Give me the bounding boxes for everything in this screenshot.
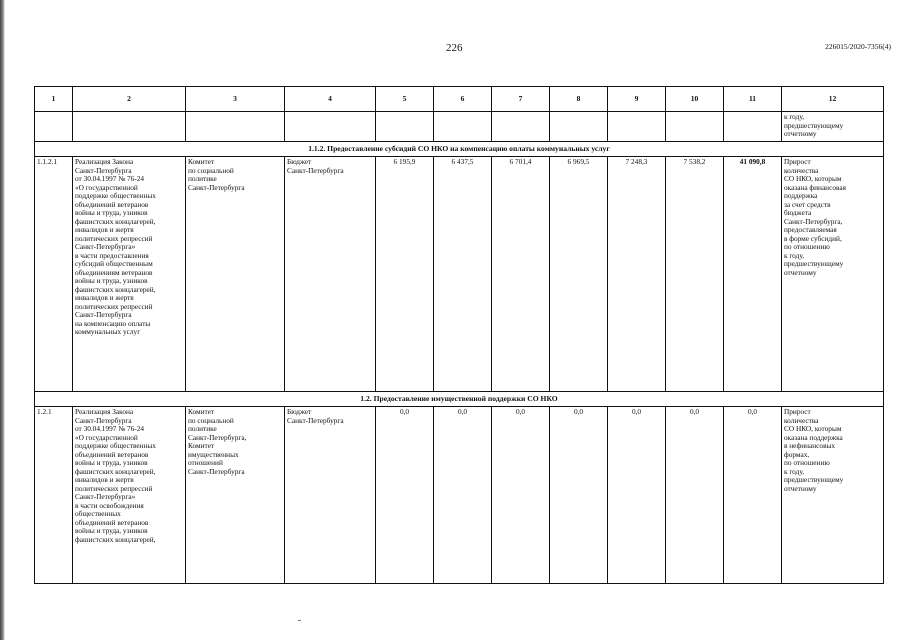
- header-row: [35, 87, 884, 112]
- col-header-2: 2: [73, 87, 186, 112]
- col-header-8: 8: [550, 87, 608, 112]
- section-row: [35, 392, 884, 407]
- row-value-5: 0,0: [376, 407, 434, 584]
- row-funding-source: Бюджет Санкт-Петербурга: [285, 407, 376, 584]
- col-header-12: 12: [782, 87, 884, 112]
- col-header-9: 9: [608, 87, 666, 112]
- scan-speck: [298, 620, 301, 621]
- col-header-3: 3: [186, 87, 285, 112]
- section-heading-1-2: 1.2. Предоставление имущественной поддержки СО НКО: [35, 392, 884, 407]
- section-heading-1-1-2: 1.1.2. Предоставление субсидий СО НКО на компенсацию оплаты коммунальных услуг: [35, 142, 884, 157]
- row-value-10: 0,0: [666, 407, 724, 584]
- row-executor: Комитет по социальной политике Санкт-Петербурга, Комитет имущественных отношений Санкт-Петербурга: [186, 407, 285, 584]
- carry-over-row: [35, 112, 884, 142]
- col-header-1: 1: [35, 87, 73, 112]
- table-row: [35, 157, 884, 392]
- col-header-10: 10: [666, 87, 724, 112]
- row-value-7: 0,0: [492, 407, 550, 584]
- document-id: 226015/2020-7356(4): [825, 42, 891, 51]
- col-header-7: 7: [492, 87, 550, 112]
- row-code: 1.2.1: [35, 407, 73, 584]
- row-code: 1.1.2.1: [35, 157, 73, 392]
- col-header-6: 6: [434, 87, 492, 112]
- row-value-6: 6 437,5: [434, 157, 492, 392]
- row-value-8: 6 969,5: [550, 157, 608, 392]
- col-header-11: 11: [724, 87, 782, 112]
- col-header-5: 5: [376, 87, 434, 112]
- row-value-10: 7 538,2: [666, 157, 724, 392]
- row-total: 41 090,8: [724, 157, 782, 392]
- row-name: Реализация Закона Санкт-Петербурга от 30.04.1997 № 76-24 «О государственной поддержке общественных объединений ветеранов войны и труда, узников фашистских концлагерей, инвалидов и жертв политических репрессий Санкт-Петербурга» в части предоставления субсидий общественным объединениям ветеранов войны и труда, узников фашистских концлагерей, инвалидов и жертв политических репрессий Санкт-Петербурга на компенсацию оплаты коммунальных услуг: [73, 157, 186, 392]
- program-table: [34, 86, 884, 584]
- section-row: [35, 142, 884, 157]
- row-funding-source: Бюджет Санкт-Петербурга: [285, 157, 376, 392]
- col-header-4: 4: [285, 87, 376, 112]
- scan-edge: [0, 0, 5, 640]
- row-value-8: 0,0: [550, 407, 608, 584]
- row-value-6: 0,0: [434, 407, 492, 584]
- row-executor: Комитет по социальной политике Санкт-Петербурга: [186, 157, 285, 392]
- row-name: Реализация Закона Санкт-Петербурга от 30.04.1997 № 76-24 «О государственной поддержке общественных объединений ветеранов войны и труда, узников фашистских концлагерей, инвалидов и жертв политических репрессий Санкт-Петербурга» в части освобождения общественных объединений ветеранов войны и труда, узников фашистских концлагерей,: [73, 407, 186, 584]
- page-number: 226: [446, 42, 463, 54]
- row-indicator: Прирост количества СО НКО, которым оказана финансовая поддержка за счет средств бюджета Санкт-Петербурга, предоставляемая в форме субсидий, по отношению к году, предшествующему отчетному: [782, 157, 884, 392]
- row-indicator: Прирост количества СО НКО, которым оказана поддержка в нефинансовых формах, по отношению к году, предшествующему отчетному: [782, 407, 884, 584]
- row-total: 0,0: [724, 407, 782, 584]
- row-value-9: 0,0: [608, 407, 666, 584]
- row-value-5: 6 195,9: [376, 157, 434, 392]
- table-row: [35, 407, 884, 584]
- row-value-9: 7 248,3: [608, 157, 666, 392]
- row-value-7: 6 701,4: [492, 157, 550, 392]
- carry-over-indicator: к году, предшествующему отчетному: [782, 112, 884, 142]
